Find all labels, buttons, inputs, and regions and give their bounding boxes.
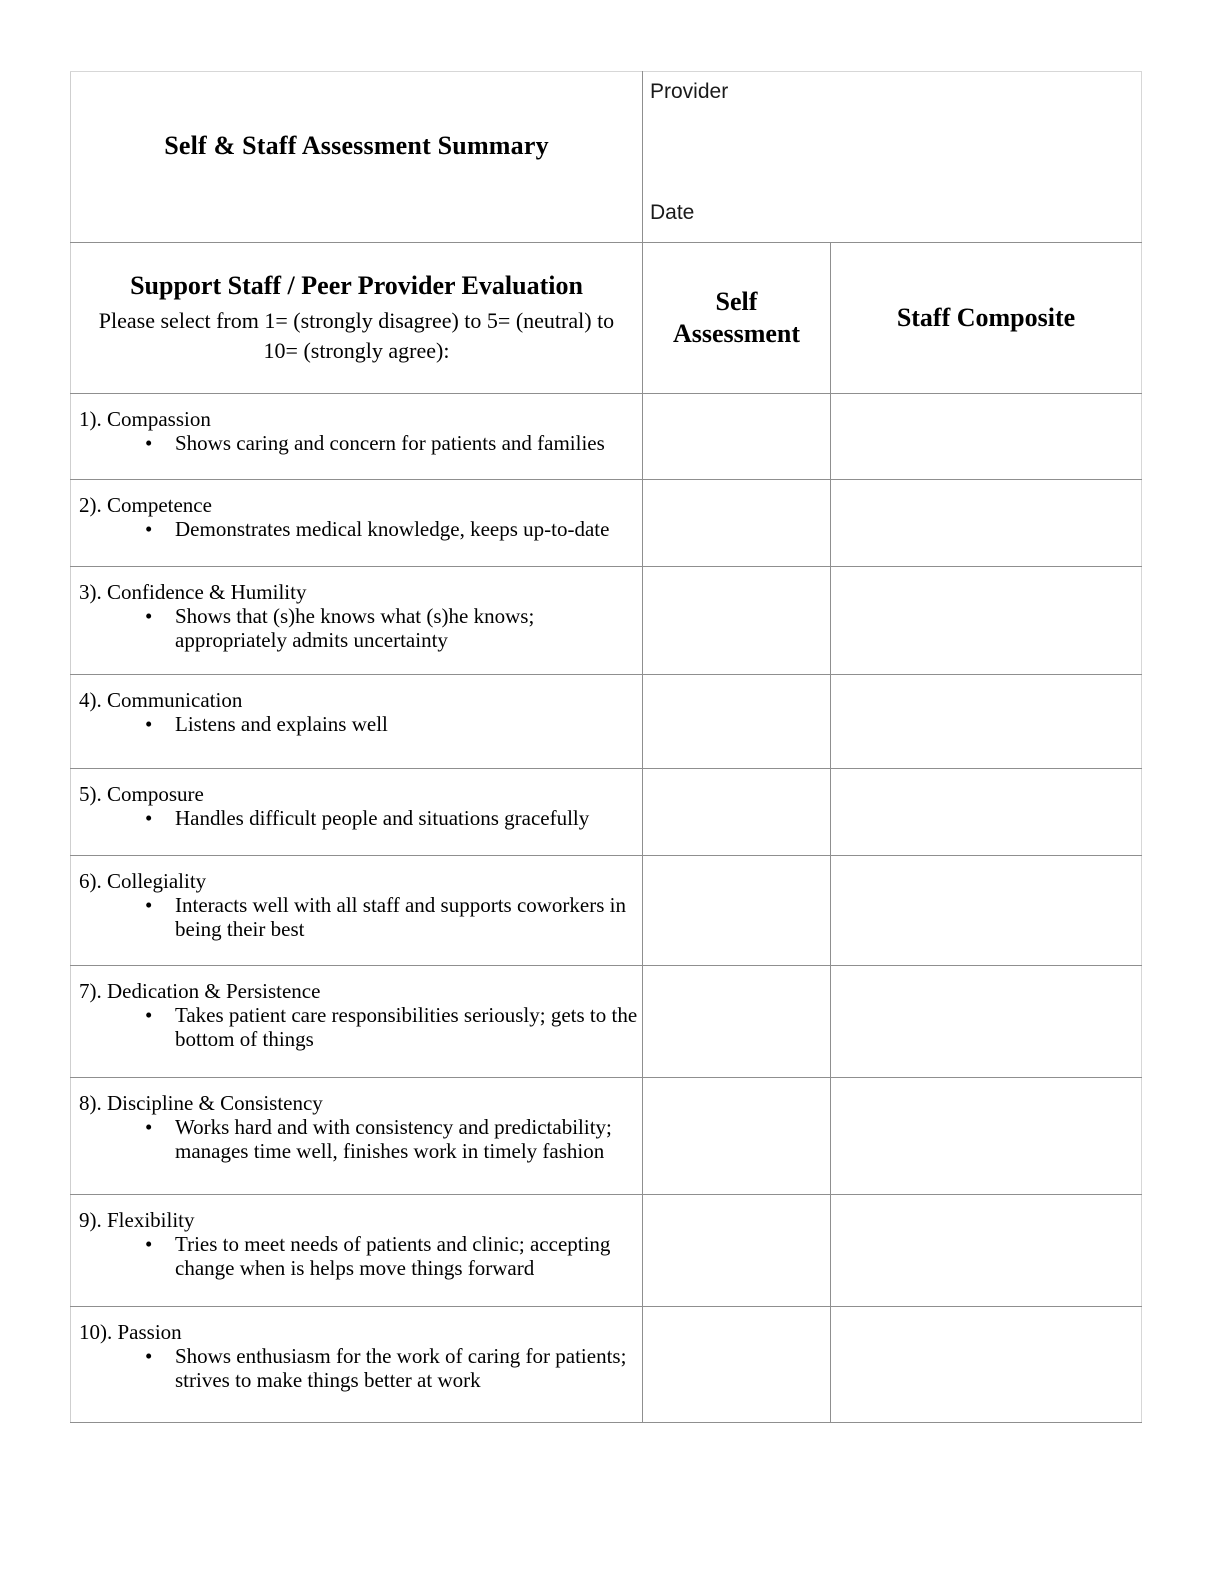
criterion-detail — [145, 517, 640, 541]
bullet-icon — [145, 806, 175, 830]
self-assessment-column-header — [643, 243, 831, 394]
provider-date-fields — [643, 72, 1141, 241]
criterion-cell — [71, 394, 643, 480]
criterion-detail-text: Shows that (s)he knows what (s)he knows; appropriately admits uncertainty — [175, 604, 535, 652]
bullet-icon — [145, 1115, 175, 1163]
criterion-row — [71, 856, 1142, 966]
self-assessment-input-cell[interactable] — [643, 1307, 831, 1423]
bullet-icon — [145, 893, 175, 941]
staff-composite-column-header — [831, 243, 1142, 394]
self-assessment-label: Self Assessment — [672, 287, 801, 348]
criterion-row — [71, 567, 1142, 675]
form-title-cell — [71, 72, 643, 243]
assessment-table — [70, 71, 1142, 1423]
staff-composite-input-cell[interactable] — [831, 856, 1142, 966]
staff-composite-input-cell[interactable] — [831, 1078, 1142, 1195]
column-header-row — [71, 243, 1142, 394]
criterion-label: 10). Passion — [79, 1320, 182, 1344]
criterion-row — [71, 1195, 1142, 1307]
criterion-row — [71, 769, 1142, 856]
criterion-label: 6). Collegiality — [79, 869, 207, 893]
criterion-cell — [71, 769, 643, 856]
self-assessment-input-cell[interactable] — [643, 966, 831, 1078]
criterion-label: 3). Confidence & Humility — [79, 580, 307, 604]
criterion-detail-text: Tries to meet needs of patients and clinic; accepting change when is helps move things forward — [175, 1232, 611, 1280]
criterion-label: 1). Compassion — [79, 407, 211, 431]
assessment-table-body — [71, 72, 1142, 1423]
criterion-row — [71, 394, 1142, 480]
criterion-detail — [145, 1003, 640, 1051]
date-label: Date — [650, 201, 695, 224]
bullet-icon — [145, 712, 175, 736]
bullet-icon — [145, 517, 175, 541]
criterion-detail — [145, 806, 640, 830]
criterion-detail-text: Takes patient care responsibilities seriously; gets to the bottom of things — [175, 1003, 638, 1051]
criterion-detail-text: Interacts well with all staff and supports coworkers in being their best — [175, 893, 626, 941]
staff-composite-input-cell[interactable] — [831, 769, 1142, 856]
bullet-icon — [145, 1003, 175, 1051]
criterion-label: 8). Discipline & Consistency — [79, 1091, 323, 1115]
criterion-row — [71, 480, 1142, 567]
criterion-label: 9). Flexibility — [79, 1208, 195, 1232]
criterion-detail — [145, 604, 640, 652]
criterion-detail-text: Demonstrates medical knowledge, keeps up-to-date — [175, 517, 610, 541]
staff-composite-input-cell[interactable] — [831, 1195, 1142, 1307]
criterion-row — [71, 675, 1142, 769]
staff-composite-input-cell[interactable] — [831, 1307, 1142, 1423]
self-assessment-input-cell[interactable] — [643, 675, 831, 769]
evaluation-title: Support Staff / Peer Provider Evaluation — [130, 270, 583, 300]
staff-composite-input-cell[interactable] — [831, 966, 1142, 1078]
bullet-icon — [145, 1344, 175, 1392]
self-assessment-input-cell[interactable] — [643, 480, 831, 567]
criterion-row — [71, 1078, 1142, 1195]
criterion-cell — [71, 567, 643, 675]
criterion-detail — [145, 431, 640, 455]
evaluation-instructions: Please select from 1= (strongly disagree) to 5= (neutral) to 10= (strongly agree): — [98, 307, 615, 363]
criterion-detail-text: Shows caring and concern for patients and families — [175, 431, 605, 455]
criterion-cell — [71, 480, 643, 567]
criterion-label: 7). Dedication & Persistence — [79, 979, 321, 1003]
staff-composite-input-cell[interactable] — [831, 567, 1142, 675]
criterion-cell — [71, 856, 643, 966]
criterion-label: 2). Competence — [79, 493, 212, 517]
criterion-detail — [145, 712, 640, 736]
staff-composite-input-cell[interactable] — [831, 675, 1142, 769]
self-assessment-input-cell[interactable] — [643, 769, 831, 856]
staff-composite-input-cell[interactable] — [831, 480, 1142, 567]
staff-composite-label: Staff Composite — [896, 303, 1076, 332]
evaluation-header-cell — [71, 243, 643, 394]
criterion-detail — [145, 893, 640, 941]
bullet-icon — [145, 1232, 175, 1280]
self-assessment-input-cell[interactable] — [643, 856, 831, 966]
criterion-detail-text: Shows enthusiasm for the work of caring for patients; strives to make things better at work — [175, 1344, 627, 1392]
criterion-row — [71, 966, 1142, 1078]
staff-composite-input-cell[interactable] — [831, 394, 1142, 480]
provider-label: Provider — [650, 80, 729, 103]
criterion-detail-text: Listens and explains well — [175, 712, 388, 736]
page-title: Self & Staff Assessment Summary — [164, 131, 549, 160]
criterion-label: 4). Communication — [79, 688, 243, 712]
criterion-cell — [71, 1195, 643, 1307]
bullet-icon — [145, 431, 175, 455]
criterion-cell — [71, 675, 643, 769]
provider-date-cell[interactable] — [643, 72, 1142, 243]
criterion-label: 5). Composure — [79, 782, 204, 806]
criterion-detail-text: Handles difficult people and situations gracefully — [175, 806, 590, 830]
criterion-cell — [71, 1307, 643, 1423]
criterion-cell — [71, 966, 643, 1078]
criterion-detail — [145, 1115, 640, 1163]
self-assessment-input-cell[interactable] — [643, 1195, 831, 1307]
criterion-row — [71, 1307, 1142, 1423]
bullet-icon — [145, 604, 175, 652]
criterion-detail-text: Works hard and with consistency and predictability; manages time well, finishes work in timely fashion — [175, 1115, 612, 1163]
self-assessment-input-cell[interactable] — [643, 567, 831, 675]
self-assessment-input-cell[interactable] — [643, 394, 831, 480]
criterion-cell — [71, 1078, 643, 1195]
criterion-detail — [145, 1232, 640, 1280]
self-assessment-input-cell[interactable] — [643, 1078, 831, 1195]
header-row — [71, 72, 1142, 243]
criterion-detail — [145, 1344, 640, 1392]
